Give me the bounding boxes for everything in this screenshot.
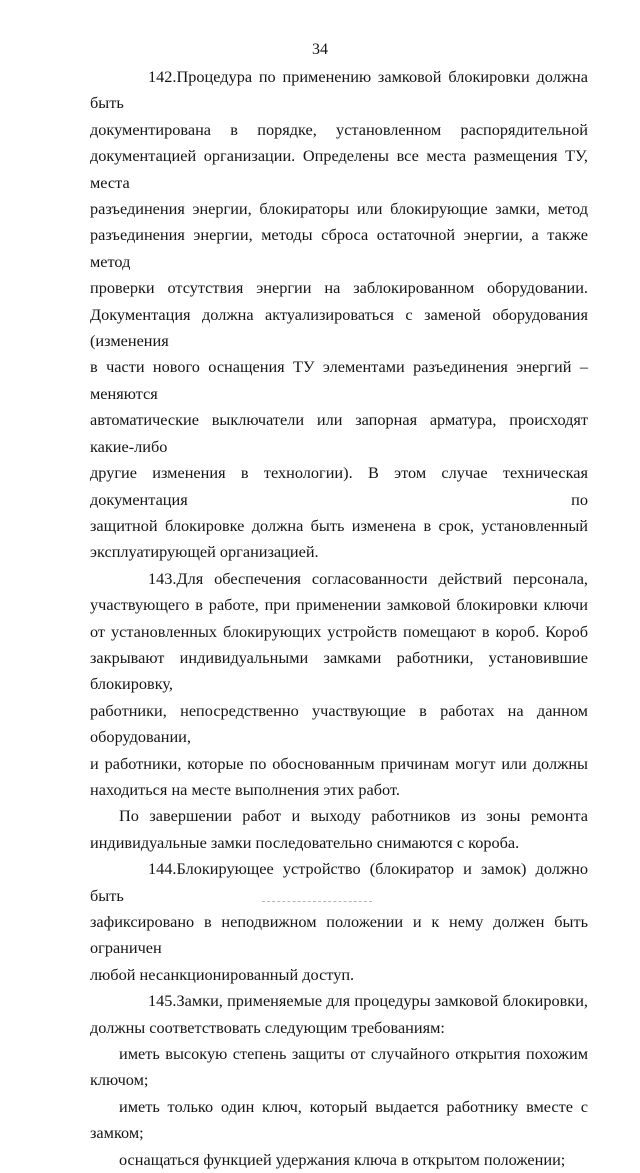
text-line: Документация должна актуализироваться с заменой оборудования (изменения xyxy=(90,304,588,351)
paragraph-number: 142. xyxy=(148,67,177,86)
text-line: защитной блокировке должна быть изменена в срок, установленный xyxy=(90,515,588,535)
page-number: 34 xyxy=(312,41,328,58)
paragraph-number: 144. xyxy=(148,859,177,879)
text-line: оснащаться функцией удержания ключа в открытом положении; xyxy=(119,1149,566,1169)
paragraph-number: 145. xyxy=(148,991,177,1011)
text-line: другие изменения в технологии). В этом случае техническая документация по xyxy=(90,463,588,509)
text-line: ключом; xyxy=(90,1070,149,1090)
text-line: работники, непосредственно участвующие в работах на данном оборудовании, xyxy=(90,700,588,747)
numbered-paragraph xyxy=(90,856,588,988)
line-text: Замки, применяемые для процедуры замковой блокировки, xyxy=(176,991,588,1011)
numbered-paragraph xyxy=(90,64,588,566)
text-line xyxy=(90,566,588,592)
paragraph xyxy=(90,1147,588,1173)
text-line: и работники, которые по обоснованным причинам могут или должны xyxy=(90,753,588,773)
text-line: индивидуальные замки последовательно снимаются с короба. xyxy=(90,832,520,852)
text-line: эксплуатирующей организацией. xyxy=(90,542,319,562)
text-line: находиться на месте выполнения этих работ. xyxy=(90,779,400,799)
numbered-paragraph xyxy=(90,988,588,1041)
text-line: иметь высокую степень защиты от случайного открытия похожим xyxy=(119,1044,588,1064)
text-line: в части нового оснащения ТУ элементами разъединения энергий – меняются xyxy=(90,357,588,403)
paragraph-number: 143. xyxy=(148,568,177,588)
text-line: автоматические выключатели или запорная арматура, происходят какие-либо xyxy=(90,410,588,456)
text-line: должны соответствовать следующим требованиям: xyxy=(90,1017,445,1037)
numbered-paragraph xyxy=(90,566,588,804)
text-line: документирована в порядке, установленном распорядительной xyxy=(90,119,588,139)
scan-edge-mark xyxy=(262,901,372,904)
paragraph xyxy=(90,803,588,856)
document-body xyxy=(90,64,588,1173)
paragraph xyxy=(90,1094,588,1147)
text-line xyxy=(90,64,588,117)
text-line: закрывают индивидуальными замками работники, установившие блокировку, xyxy=(90,647,588,694)
text-line: зафиксировано в неподвижном положении и к нему должен быть ограничен xyxy=(90,912,588,958)
text-line: разъединения энергии, блокираторы или блокирующие замки, метод xyxy=(90,199,588,219)
line-text: Для обеспечения согласованности действий персонала, xyxy=(176,568,588,588)
text-line: иметь только один ключ, который выдается работнику вместе с замком; xyxy=(90,1096,588,1143)
text-line: участвующего в работе, при применении замковой блокировки ключи xyxy=(90,595,588,615)
text-line xyxy=(90,988,588,1014)
line-text: Процедура по применению замковой блокировки должна быть xyxy=(90,67,588,113)
text-line: разъединения энергии, методы сброса остаточной энергии, а также метод xyxy=(90,225,588,271)
text-line: любой несанкционированный доступ. xyxy=(90,964,355,984)
text-line: документацией организации. Определены все места размещения ТУ, места xyxy=(90,146,588,192)
paragraph xyxy=(90,1041,588,1094)
text-line: от установленных блокирующих устройств помещают в короб. Короб xyxy=(90,621,588,641)
text-line: проверки отсутствия энергии на заблокированном оборудовании. xyxy=(90,278,588,298)
line-text: Блокирующее устройство (блокиратор и замок) должно быть xyxy=(90,859,588,905)
text-line: По завершении работ и выходу работников из зоны ремонта xyxy=(119,806,588,826)
